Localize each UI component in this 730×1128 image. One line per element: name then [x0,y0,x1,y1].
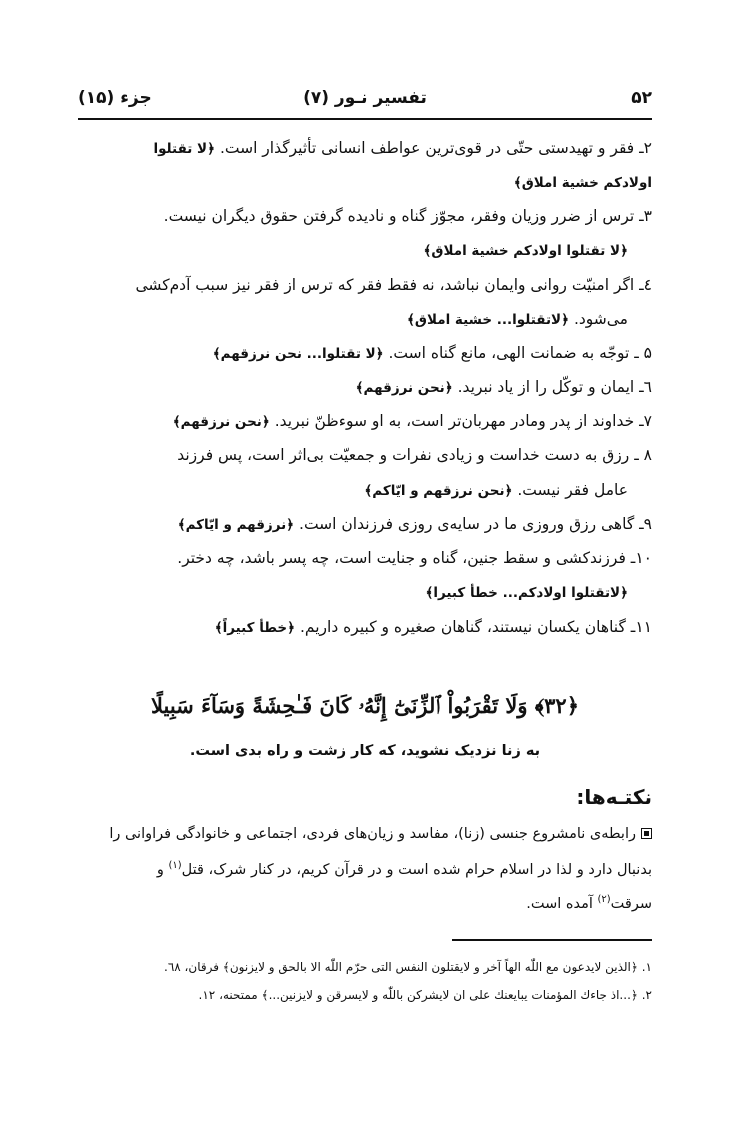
quote-text: اولادکم خشیة املاق﴾ [513,175,652,191]
item-text: ۲ـ فقر و تهیدستی حتّی در قوی‌ترین عواطف انسانی تأثیرگذار است. [215,139,652,157]
note-text: آمده است. [526,895,598,912]
quran-verse: ﴿۳۲﴾ وَلَا تَقْرَبُواْ ٱلزِّنَىٰٓ إِنَّهُۥ كَانَ فَـٰحِشَةً وَسَآءَ سَبِيلًا [150,693,580,718]
footnote-ref-1[interactable]: (۱) [168,860,182,871]
list-item-8 [177,445,652,465]
part-label: جزء (۱۵) [78,88,152,108]
item-text: ٤ـ اگر امنیّت روانی وایمان نباشد، نه فقط فقر که ترس از فقر نیز سبب آدم‌کشی [135,276,652,294]
item-text: ۱۰ـ فرزندکشی و سقط جنین، گناه و جنایت است، چه پسر باشد، چه دختر. [177,549,652,567]
list-item-6 [356,377,652,398]
list-item-4 [135,275,652,295]
footnote-divider [452,939,652,941]
item-text: ۸ ـ رزق به دست خداست و زیادی نفرات و جمعیّت بی‌اثر است، پس فرزند [177,446,652,464]
list-item-7 [173,411,652,432]
quote-text: ﴿نحن نرزقهم﴾ [355,380,453,396]
item-text: ۱۱ـ گناهان یکسان نیستند، گناهان صغیره و کبیره داریم. [295,618,652,636]
list-item-2 [153,138,652,159]
notes-heading: نکتـه‌ها: [576,785,652,809]
quote-text: ﴿لا تقتلوا اولادکم خشیة املاق﴾ [423,243,628,259]
quote-text: ﴿خطأ کبیراً﴾ [214,620,296,636]
note-text: سرقت [610,895,652,912]
page-number: ۵۲ [631,88,652,108]
item-text: ۷ـ خداوند از پدر ومادر مهربان‌تر است، به او سوءظنّ نبرید. [269,412,652,430]
note-text: و [156,861,169,878]
quote-text: ﴿نحن نرزقهم﴾ [172,414,270,430]
quote-text: ﴿لاتقتلوا اولادکم... خطأ کبیرا﴾ [425,585,628,601]
header-divider [78,118,652,120]
note-line-1 [109,826,652,842]
item-text: ۳ـ ترس از ضرر وزیان وفقر، مجوّز گناه و نادیده گرفتن حقوق دیگران نیست. [163,207,652,225]
verse-translation: به زنا نزدیک نشوید، که کار زشت و راه بدی است. [189,743,541,759]
page-header [78,86,652,118]
note-line-2 [157,860,652,878]
footnote-ref-2[interactable]: (۲) [597,894,611,905]
list-item-2-cont [514,172,652,193]
quote-text: ﴿لا تقتلوا [153,141,216,157]
list-item-9 [178,514,652,535]
book-title: تفسیر نـور (۷) [303,88,427,108]
note-text: بدنبال دارد و لذا در اسلام حرام شده است و در قرآن کریم، در کنار شرک، قتل [181,861,652,878]
note-line-3 [526,894,652,912]
item-text: عامل فقر نیست. [512,481,628,499]
list-item-8-cont [364,480,628,501]
list-item-4-cont [407,309,628,330]
item-text: ۵ ـ توجّه به ضمانت الهی، مانع گناه است. [383,344,652,362]
list-item-10 [177,548,652,568]
list-item-11 [215,617,652,638]
quote-text: ﴿لا تقتلوا... نحن نرزقهم﴾ [212,346,384,362]
quote-text: ﴿لاتقتلوا... خشیة املاق﴾ [406,312,570,328]
quote-text: ﴿نرزقهم و ایّاکم﴾ [177,517,295,533]
footnote-2: ۲. ﴿...اذ جاءك المؤمنات یبایعنك علی ان لایشرکن باللّٰه و لایسرقن و لایزنین...﴾ ممتحنه، ۱۲. [198,988,652,1002]
note-text: رابطه‌ی نامشروع جنسی (زنا)، مفاسد و زیان‌های فردی، اجتماعی و خانوادگی فراوانی را [109,826,636,842]
item-text: ۹ـ گاهی رزق وروزی ما در سایه‌ی روزی فرزندان است. [294,515,652,533]
item-text: ٦ـ ایمان و توکّل را از یاد نبرید. [452,378,652,396]
list-item-10-quote [425,582,628,603]
list-item-5 [213,343,652,364]
list-item-3 [164,206,652,226]
list-item-3-quote [424,240,628,261]
footnote-1: ۱. ﴿الذین لایدعون مع اللّٰه الهاً آخر و لایقتلون النفس التی حرّم اللّٰه الا بالحق و لایزنون﴾ فرقان، ٦۸. [164,960,652,974]
item-text: می‌شود. [569,310,628,328]
quote-text: ﴿نحن نرزقهم و ایّاکم﴾ [364,483,513,499]
square-bullet-icon [641,828,652,839]
